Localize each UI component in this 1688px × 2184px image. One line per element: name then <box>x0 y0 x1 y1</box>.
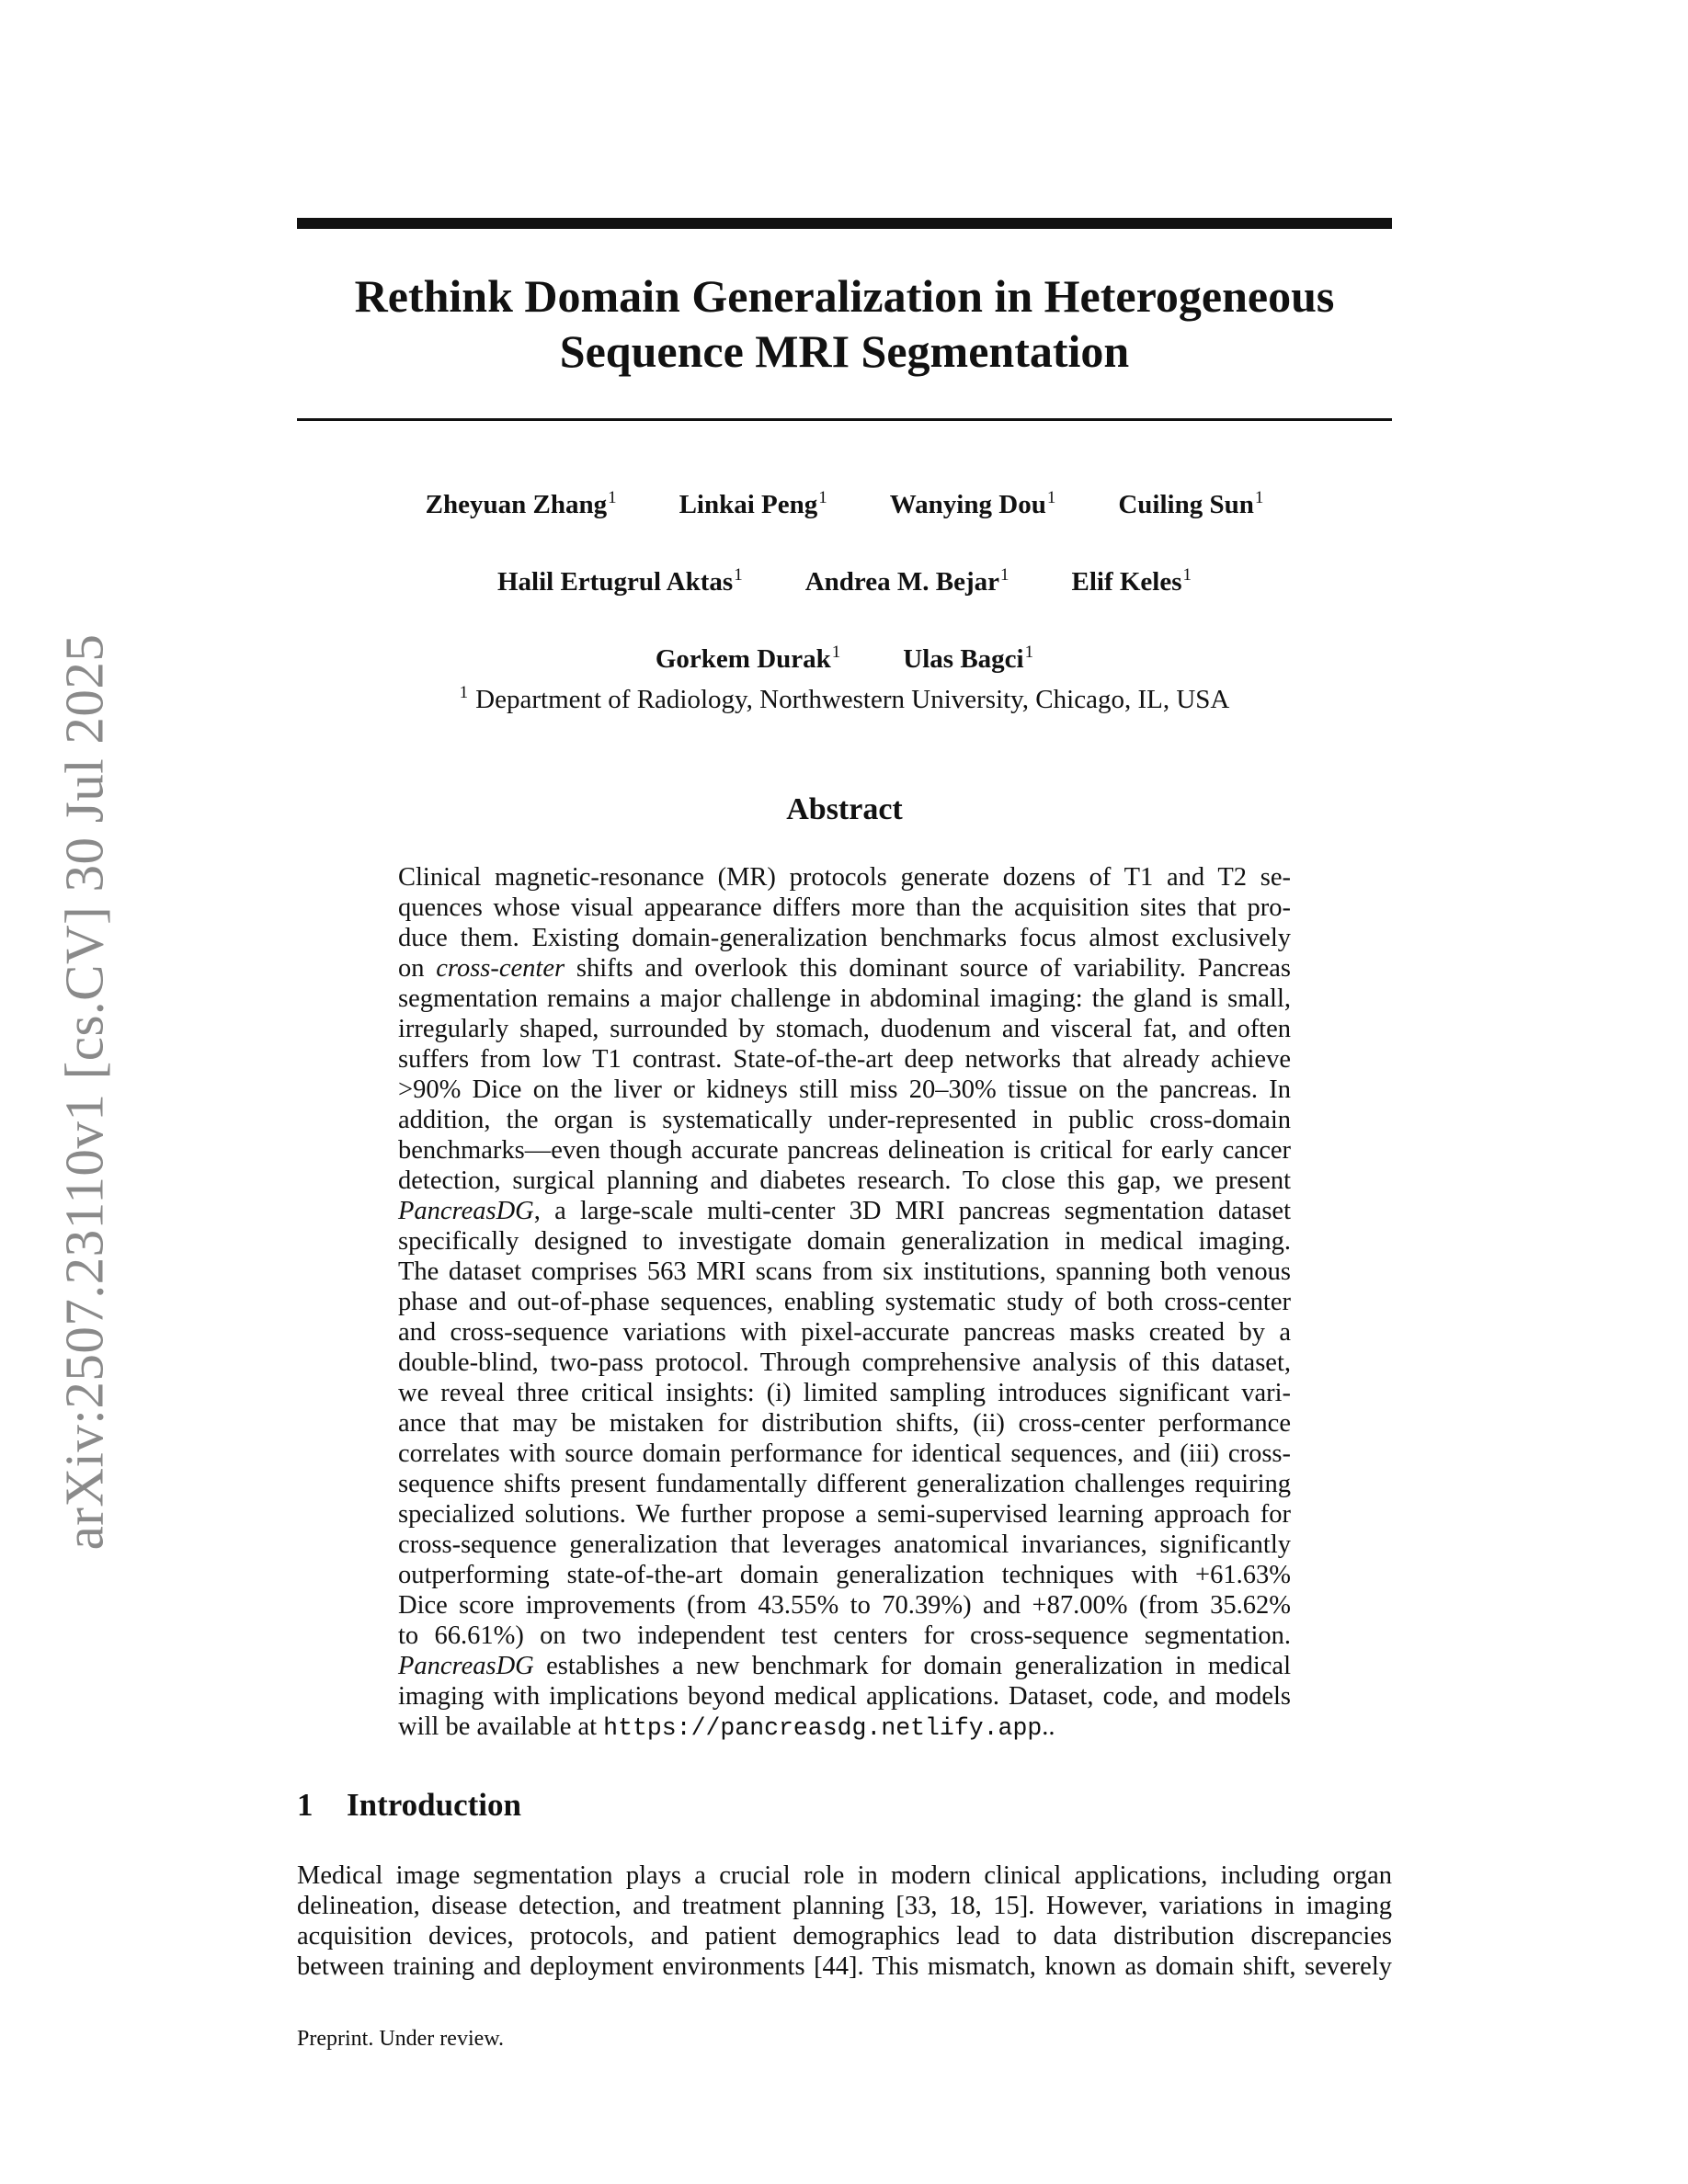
abstract-line: quences whose visual appearance differs more than the acquisition sites that pro- <box>398 893 1291 922</box>
author-name: Andrea M. Bejar <box>804 567 999 597</box>
abstract-line: sequence shifts present fundamentally different generalization challenges requiring <box>398 1470 1291 1498</box>
author-name: Wanying Dou <box>889 490 1046 519</box>
introduction-body <box>297 1860 1392 1982</box>
author-halil-ertugrul-aktas <box>497 566 743 597</box>
paper-title <box>297 268 1392 379</box>
section-number: 1 <box>297 1787 314 1823</box>
abstract-line: outperforming state-of-the-art domain generalization techniques with +61.63% <box>398 1561 1291 1589</box>
abstract-line: to 66.61%) on two independent test centers for cross-sequence segmentation. <box>398 1621 1291 1650</box>
abstract-line <box>398 1196 1291 1226</box>
affiliation-mark: 1 <box>1254 488 1264 507</box>
abstract-line: The dataset comprises 563 MRI scans from six institutions, spanning both venous <box>398 1257 1291 1286</box>
abstract-line: phase and out-of-phase sequences, enabling systematic study of both cross-center <box>398 1288 1291 1316</box>
section-heading-introduction <box>297 1787 521 1824</box>
abstract-line: segmentation remains a major challenge in abdominal imaging: the gland is small, <box>398 984 1291 1013</box>
author-name: Gorkem Durak <box>655 644 831 674</box>
author-elif-keles <box>1071 566 1192 597</box>
abstract-text: on <box>398 954 437 983</box>
abstract-body <box>398 862 1291 1744</box>
affiliation-mark: 1 <box>1024 643 1034 662</box>
preprint-footnote: Preprint. Under review. <box>297 2027 505 2051</box>
affiliation-mark: 1 <box>1046 488 1056 507</box>
affiliation-mark: 1 <box>608 488 617 507</box>
abstract-line: imaging with implications beyond medical applications. Dataset, code, and models <box>398 1682 1291 1711</box>
section-title: Introduction <box>347 1787 521 1823</box>
title-top-rule <box>297 218 1392 229</box>
abstract-line: cross-sequence generalization that leverages anatomical invariances, significantly <box>398 1530 1291 1559</box>
affiliation-mark: 1 <box>734 565 743 585</box>
abstract-line: and cross-sequence variations with pixel-accurate pancreas masks created by a <box>398 1318 1291 1347</box>
title-line-2: Sequence MRI Segmentation <box>559 325 1130 377</box>
affiliation-text: Department of Radiology, Northwestern University, Chicago, IL, USA <box>475 685 1230 714</box>
dataset-url-link[interactable]: https://pancreasdg.netlify.app <box>603 1714 1043 1742</box>
arxiv-side-stamp: arXiv:2507.23110v1 [cs.CV] 30 Jul 2025 <box>53 633 115 1551</box>
authors-row-2 <box>297 566 1392 597</box>
abstract-text: shifts and overlook this dominant source of variability. Pancreas <box>565 954 1291 983</box>
intro-line: acquisition devices, protocols, and patient demographics lead to data distribution discrepancies <box>297 1922 1392 1951</box>
author-name: Zheyuan Zhang <box>425 490 608 519</box>
abstract-line: we reveal three critical insights: (i) limited sampling introduces significant vari- <box>398 1379 1291 1407</box>
title-bottom-rule <box>297 418 1392 421</box>
abstract-line: Dice score improvements (from 43.55% to 70.39%) and +87.00% (from 35.62% <box>398 1591 1291 1620</box>
abstract-line <box>398 1651 1291 1681</box>
emphasis-text: cross-center <box>436 954 565 983</box>
affiliation-mark: 1 <box>831 643 841 662</box>
abstract-last-line <box>398 1712 1291 1744</box>
dataset-name: PancreasDG <box>398 1652 534 1680</box>
affiliation-mark: 1 <box>999 565 1009 585</box>
affiliation-mark: 1 <box>818 488 827 507</box>
author-name: Cuiling Sun <box>1118 490 1254 519</box>
abstract-line: correlates with source domain performance for identical sequences, and (iii) cross- <box>398 1439 1291 1468</box>
author-linkai-peng <box>679 489 827 520</box>
affiliation-mark: 1 <box>1182 565 1192 585</box>
abstract-line: benchmarks—even though accurate pancreas delineation is critical for early cancer <box>398 1136 1291 1165</box>
authors-row-3 <box>297 643 1392 675</box>
intro-line: between training and deployment environments [44]. This mismatch, known as domain shift, severely <box>297 1952 1392 1981</box>
intro-line: delineation, disease detection, and treatment planning [33, 18, 15]. However, variations in imaging <box>297 1892 1392 1920</box>
abstract-line: suffers from low T1 contrast. State-of-the-art deep networks that already achieve <box>398 1045 1291 1074</box>
abstract-line <box>398 953 1291 984</box>
author-cuiling-sun <box>1118 489 1263 520</box>
authors-row-1 <box>297 489 1392 520</box>
affiliation <box>297 684 1392 715</box>
abstract-heading: Abstract <box>786 792 903 826</box>
abstract-text: establishes a new benchmark for domain generalization in medical <box>533 1652 1291 1680</box>
abstract-text: .. <box>1042 1712 1055 1741</box>
author-andrea-m-bejar <box>805 566 1009 597</box>
author-wanying-dou <box>890 489 1056 520</box>
abstract-line: >90% Dice on the liver or kidneys still miss 20–30% tissue on the pancreas. In <box>398 1075 1291 1104</box>
abstract-line: addition, the organ is systematically under-represented in public cross-domain <box>398 1106 1291 1134</box>
author-name: Halil Ertugrul Aktas <box>496 567 734 597</box>
abstract-text: will be available at <box>398 1712 604 1741</box>
abstract-line: specialized solutions. We further propose a semi-supervised learning approach for <box>398 1500 1291 1529</box>
abstract-text: , a large-scale multi-center 3D MRI pancreas segmentation dataset <box>533 1197 1291 1225</box>
dataset-name: PancreasDG <box>398 1197 534 1225</box>
author-name: Ulas Bagci <box>903 644 1024 674</box>
abstract-line: double-blind, two-pass protocol. Through comprehensive analysis of this dataset, <box>398 1348 1291 1377</box>
intro-line: Medical image segmentation plays a crucial role in modern clinical applications, including organ <box>297 1861 1392 1890</box>
abstract-line: specifically designed to investigate domain generalization in medical imaging. <box>398 1227 1291 1256</box>
title-line-1: Rethink Domain Generalization in Heterogeneous <box>354 270 1335 322</box>
author-name: Linkai Peng <box>679 490 818 519</box>
abstract-line: detection, surgical planning and diabetes research. To close this gap, we present <box>398 1166 1291 1195</box>
abstract-line: ance that may be mistaken for distribution shifts, (ii) cross-center performance <box>398 1409 1291 1438</box>
abstract-line: duce them. Existing domain-generalization benchmarks focus almost exclusively <box>398 924 1291 952</box>
abstract-line: Clinical magnetic-resonance (MR) protocols generate dozens of T1 and T2 se- <box>398 863 1291 892</box>
author-zheyuan-zhang <box>426 489 617 520</box>
author-ulas-bagci <box>903 643 1033 675</box>
author-gorkem-durak <box>656 643 840 675</box>
affiliation-mark: 1 <box>459 683 469 702</box>
abstract-line: irregularly shaped, surrounded by stomach, duodenum and visceral fat, and often <box>398 1015 1291 1043</box>
author-name: Elif Keles <box>1071 567 1182 597</box>
